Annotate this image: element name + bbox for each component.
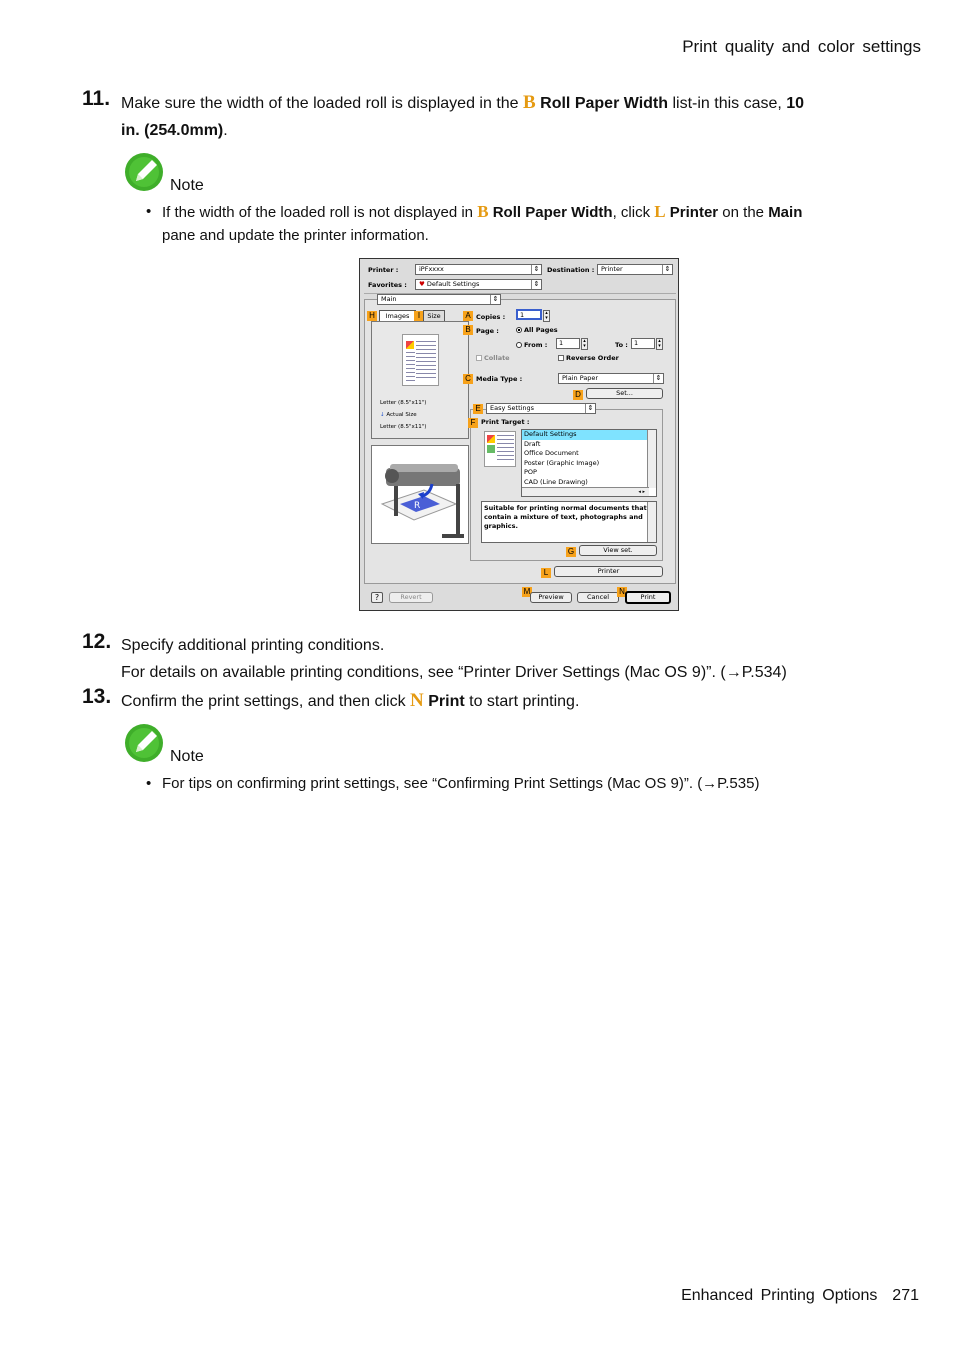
printer-button[interactable]: Printer bbox=[554, 566, 663, 577]
chevron-updown-icon: ⇕ bbox=[531, 280, 541, 289]
tag-a: A bbox=[463, 311, 473, 321]
note-pencil-icon bbox=[124, 723, 166, 763]
set-button[interactable]: Set... bbox=[586, 388, 663, 399]
destination-label: Destination : bbox=[547, 266, 595, 274]
size-scale-text: Actual Size bbox=[386, 412, 417, 418]
step-number: 11. bbox=[82, 87, 111, 110]
tag-n: N bbox=[617, 587, 627, 597]
tab-size[interactable]: Size bbox=[423, 310, 445, 321]
copies-label: Copies : bbox=[476, 313, 506, 321]
tag-e: E bbox=[473, 404, 483, 414]
chevron-updown-icon: ⇕ bbox=[653, 374, 663, 383]
destination-select[interactable] bbox=[597, 264, 673, 275]
tab-images[interactable]: Images bbox=[379, 310, 416, 321]
select-value: Plain Paper bbox=[562, 374, 599, 382]
print-target-item[interactable]: CAD (Line Drawing) bbox=[524, 477, 588, 486]
thumbnail-text-lines bbox=[406, 352, 415, 381]
printer-illustration bbox=[371, 445, 469, 544]
vertical-scrollbar[interactable] bbox=[647, 502, 656, 542]
revert-button[interactable]: Revert bbox=[389, 592, 433, 603]
page-label: Page : bbox=[476, 327, 499, 335]
print-dialog-screenshot bbox=[359, 258, 679, 611]
cancel-button[interactable]: Cancel bbox=[577, 592, 619, 603]
size-output: Letter (8.5"x11") bbox=[380, 424, 427, 430]
horizontal-scrollbar[interactable]: ◂ ▸ bbox=[522, 487, 649, 496]
checkbox-label: Reverse Order bbox=[566, 354, 619, 362]
text-run: to start printing. bbox=[464, 693, 580, 710]
radio-off-icon bbox=[516, 342, 522, 348]
preview-button[interactable]: Preview bbox=[530, 592, 572, 603]
text-run: . bbox=[223, 122, 228, 139]
text-run: For details on available printing conditions, see “Printer Driver Settings (Mac OS 9)”. (→P.534) bbox=[121, 664, 787, 681]
note-pencil-icon bbox=[124, 152, 166, 192]
copies-field[interactable]: 1 bbox=[516, 309, 542, 320]
print-button[interactable]: Print bbox=[625, 591, 671, 604]
running-footer bbox=[681, 1287, 919, 1305]
note-label: Note bbox=[170, 177, 204, 194]
text-run: Specify additional printing conditions. bbox=[121, 637, 385, 654]
arrow-down-icon: ↓ bbox=[380, 412, 385, 418]
radio-on-icon bbox=[516, 327, 522, 333]
printer-label: Printer : bbox=[368, 266, 399, 274]
ref-letter-l: L bbox=[654, 202, 666, 221]
thumbnail-text-lines bbox=[497, 435, 514, 463]
bold-term: 10 bbox=[786, 95, 805, 112]
preview-area bbox=[371, 321, 469, 439]
select-value: Easy Settings bbox=[490, 404, 535, 412]
reverse-order-checkbox[interactable] bbox=[558, 354, 619, 362]
bold-term: Roll Paper Width bbox=[540, 95, 669, 112]
from-radio[interactable] bbox=[516, 341, 547, 349]
to-label: To : bbox=[615, 341, 628, 349]
large-format-printer-icon bbox=[372, 446, 468, 543]
page-thumbnail bbox=[402, 334, 439, 386]
bold-term: in. (254.0mm) bbox=[121, 122, 224, 139]
print-target-item[interactable]: Office Document bbox=[524, 449, 579, 458]
tag-m: M bbox=[523, 587, 531, 596]
page-number: 271 bbox=[892, 1287, 919, 1304]
vertical-scrollbar[interactable] bbox=[647, 430, 656, 488]
printer-select[interactable] bbox=[415, 264, 542, 275]
bullet: • bbox=[146, 203, 152, 220]
footer-chapter: Enhanced Printing Options bbox=[681, 1287, 878, 1304]
view-set-button[interactable]: View set. bbox=[579, 545, 657, 556]
tag-b: B bbox=[463, 325, 473, 335]
collate-checkbox[interactable] bbox=[476, 354, 510, 362]
note-text bbox=[162, 200, 862, 247]
step-number: 12. bbox=[82, 630, 112, 653]
bold-term: Main bbox=[768, 204, 803, 221]
note-label: Note bbox=[170, 748, 204, 765]
text-run: pane and update the printer information. bbox=[162, 227, 429, 244]
select-value: Default Settings bbox=[426, 280, 480, 288]
copies-stepper[interactable]: ▴ ▾ bbox=[543, 310, 550, 322]
bold-term: Print bbox=[428, 693, 465, 710]
media-type-label: Media Type : bbox=[476, 375, 523, 383]
checkbox-icon bbox=[558, 355, 564, 361]
print-target-item[interactable]: POP bbox=[524, 468, 537, 477]
svg-text:R: R bbox=[414, 501, 421, 511]
from-stepper[interactable]: ▴ ▾ bbox=[581, 338, 588, 350]
ref-letter-b: B bbox=[477, 202, 489, 221]
favorites-label: Favorites : bbox=[368, 281, 407, 289]
checkbox-icon bbox=[476, 355, 482, 361]
text-run: on the bbox=[718, 204, 769, 221]
print-target-item[interactable]: Poster (Graphic Image) bbox=[524, 458, 600, 467]
favorites-select[interactable] bbox=[415, 279, 542, 290]
step-number: 13. bbox=[82, 685, 112, 708]
tag-c: C bbox=[463, 374, 473, 384]
select-value: iPFxxxx bbox=[419, 265, 444, 273]
media-type-select[interactable] bbox=[558, 373, 664, 384]
text-run: Make sure the width of the loaded roll is displayed in the bbox=[121, 95, 524, 112]
tag-f: F bbox=[468, 418, 478, 428]
print-target-item[interactable]: Draft bbox=[524, 439, 541, 448]
tag-i: I bbox=[414, 311, 424, 321]
size-scale bbox=[380, 412, 417, 418]
radio-label: From : bbox=[524, 341, 548, 349]
step-text bbox=[121, 632, 881, 686]
note-text: For tips on confirming print settings, see “Confirming Print Settings (Mac OS 9)”. (→P.535) bbox=[162, 775, 760, 792]
chevron-updown-icon: ⇕ bbox=[531, 265, 541, 274]
from-field[interactable]: 1 bbox=[556, 338, 580, 349]
text-run: If the width of the loaded roll is not displayed in bbox=[162, 204, 478, 221]
chevron-updown-icon: ⇕ bbox=[662, 265, 672, 274]
print-target-items bbox=[522, 430, 656, 488]
thumbnail-image bbox=[406, 341, 414, 349]
description-box bbox=[481, 501, 657, 543]
checkbox-label: Collate bbox=[484, 354, 510, 362]
to-field[interactable]: 1 bbox=[631, 338, 655, 349]
description-text: Suitable for printing normal documents that contain a mixture of text, photographs and graphics. bbox=[484, 504, 647, 530]
bold-term: Printer bbox=[669, 204, 719, 221]
running-header: Print quality and color settings bbox=[682, 37, 921, 56]
text-run: list-in this case, bbox=[668, 95, 787, 112]
tag-g: G bbox=[567, 547, 575, 556]
to-stepper[interactable]: ▴ ▾ bbox=[656, 338, 663, 350]
all-pages-radio[interactable] bbox=[516, 326, 558, 334]
ref-letter-n: N bbox=[410, 690, 424, 711]
thumbnail-image bbox=[487, 435, 495, 443]
chevron-updown-icon: ⇕ bbox=[490, 295, 500, 304]
tag-h: H bbox=[367, 311, 377, 321]
select-value: Printer bbox=[601, 265, 623, 273]
tag-d: D bbox=[573, 390, 583, 400]
thumbnail-text-lines bbox=[416, 341, 436, 381]
ref-letter-b: B bbox=[523, 92, 536, 113]
step-text bbox=[121, 687, 881, 715]
print-target-list[interactable] bbox=[521, 429, 657, 497]
help-icon[interactable]: ? bbox=[371, 592, 383, 603]
radio-label: All Pages bbox=[524, 326, 558, 334]
thumbnail-image bbox=[487, 445, 495, 453]
print-target-label: Print Target : bbox=[481, 418, 530, 426]
favorite-heart-icon: ♥ bbox=[419, 280, 425, 288]
tag-l: L bbox=[541, 568, 551, 578]
pane-select[interactable] bbox=[377, 294, 501, 305]
text-run: , click bbox=[612, 204, 655, 221]
easy-settings-select[interactable] bbox=[486, 403, 596, 414]
bold-term: Roll Paper Width bbox=[492, 204, 613, 221]
select-value: Main bbox=[381, 295, 397, 303]
text-run: Confirm the print settings, and then click bbox=[121, 693, 411, 710]
size-original: Letter (8.5"x11") bbox=[380, 400, 427, 406]
bullet: • bbox=[146, 775, 152, 792]
print-target-item[interactable]: Default Settings bbox=[522, 430, 648, 440]
chevron-updown-icon: ⇕ bbox=[585, 404, 595, 413]
target-thumbnail bbox=[484, 431, 516, 467]
step-text bbox=[121, 89, 881, 144]
